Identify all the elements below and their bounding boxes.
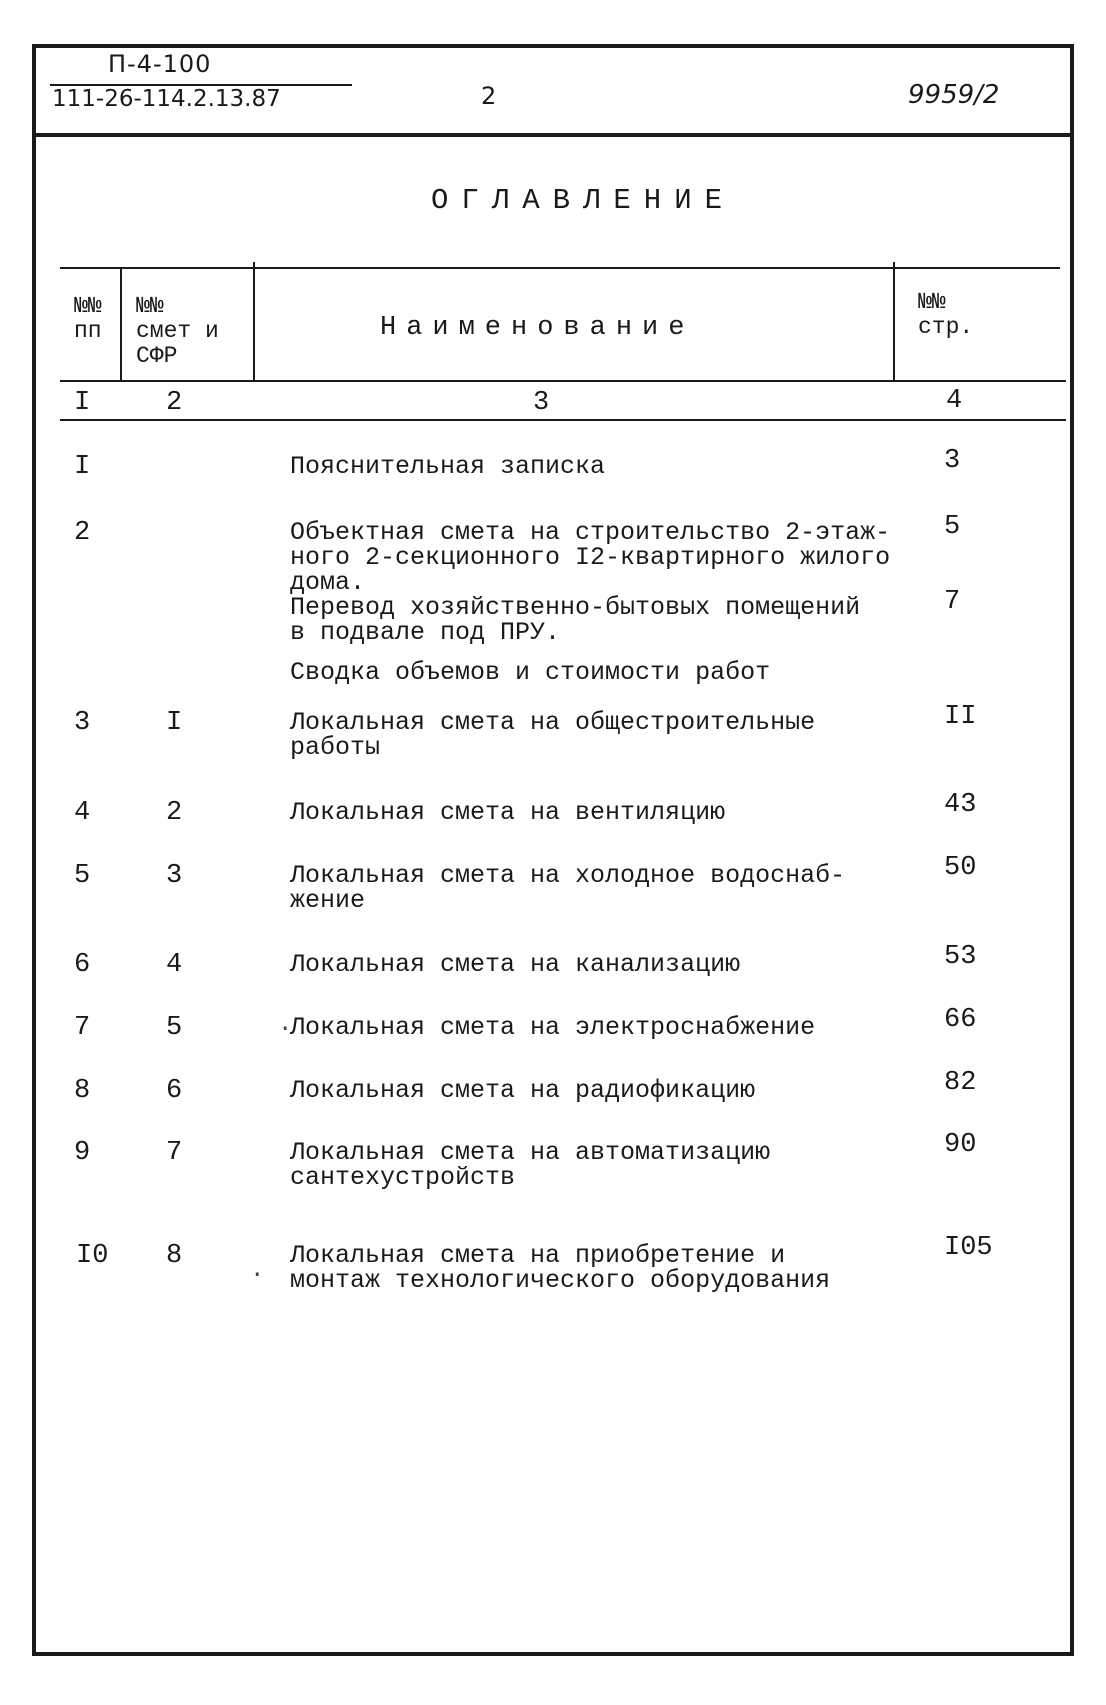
row-number: 5: [74, 861, 91, 891]
header-rule: [32, 133, 1074, 137]
row-page: 7: [944, 587, 961, 617]
row-number: 3: [74, 708, 91, 738]
row-title: Локальная смета на автоматизацию сантехустройств: [290, 1138, 771, 1192]
row-page: 43: [944, 790, 977, 820]
table-top-rule: [60, 267, 1060, 269]
row-estimate-number: 3: [166, 861, 183, 891]
page-title: ОГЛАВЛЕНИЕ: [430, 184, 736, 217]
row-number: 2: [74, 518, 91, 548]
column-number-1: I: [74, 388, 91, 418]
row-estimate-number: 5: [166, 1013, 183, 1043]
row-estimate-number: 4: [166, 950, 183, 980]
row-title: Объектная смета на строительство 2-этаж- ного 2-секционного I2-квартирного жилого дома.: [290, 518, 891, 597]
page-frame: [32, 44, 1074, 1656]
doc-code-bottom: 111-26-114.2.13.87: [52, 86, 281, 112]
row-page: 5: [944, 512, 961, 542]
header-col-smet: №№ смет и СФР: [136, 293, 219, 369]
header-col-name: Наименование: [380, 313, 695, 343]
row-estimate-number: I: [166, 708, 183, 738]
row-number: I0: [76, 1241, 109, 1271]
scan-mark: .: [250, 1257, 265, 1284]
row-page: 53: [944, 942, 977, 972]
header-bottom-rule: [60, 380, 1066, 382]
row-title: Перевод хозяйственно-бытовых помещений в подвале под ПРУ.: [290, 593, 861, 647]
column-number-4: 4: [946, 386, 963, 416]
row-estimate-number: 7: [166, 1138, 183, 1168]
header-col-page: №№ стр.: [918, 289, 974, 340]
row-title: Локальная смета на радиофикацию: [290, 1076, 756, 1105]
row-title: Сводка объемов и стоимости работ: [290, 658, 771, 687]
row-page: 3: [944, 446, 961, 476]
col-divider-3: [893, 262, 895, 380]
row-estimate-number: 8: [166, 1241, 183, 1271]
row-page: 82: [944, 1068, 977, 1098]
scan-mark: .: [278, 1011, 293, 1038]
row-estimate-number: 2: [166, 798, 183, 828]
row-number: 7: [74, 1013, 91, 1043]
row-number: 6: [74, 950, 91, 980]
col-divider-1: [120, 267, 122, 380]
row-title: Локальная смета на канализацию: [290, 950, 741, 979]
row-page: 66: [944, 1005, 977, 1035]
row-title: Локальная смета на вентиляцию: [290, 798, 726, 827]
archive-number: 9959/2: [908, 80, 1000, 110]
row-number: I: [74, 452, 91, 482]
header-col-pp: №№ пп: [74, 293, 102, 344]
row-page: I05: [944, 1233, 993, 1263]
row-page: II: [944, 702, 977, 732]
row-title: Локальная смета на электроснабжение: [290, 1013, 816, 1042]
column-number-3: 3: [533, 388, 550, 418]
row-page: 90: [944, 1130, 977, 1160]
row-title: Локальная смета на приобретение и монтаж технологического оборудования: [290, 1241, 831, 1295]
row-title: Локальная смета на общестроительные работы: [290, 708, 816, 762]
row-number: 9: [74, 1138, 91, 1168]
column-number-2: 2: [166, 388, 183, 418]
column-numbers-rule: [60, 419, 1066, 421]
page-number: 2: [481, 82, 497, 110]
col-divider-2: [253, 262, 255, 380]
row-number: 8: [74, 1076, 91, 1106]
row-number: 4: [74, 798, 91, 828]
row-title: Пояснительная записка: [290, 452, 606, 481]
row-page: 50: [944, 853, 977, 883]
row-title: Локальная смета на холодное водоснаб- жение: [290, 861, 846, 915]
row-estimate-number: 6: [166, 1076, 183, 1106]
doc-code-top: П-4-100: [108, 50, 212, 78]
